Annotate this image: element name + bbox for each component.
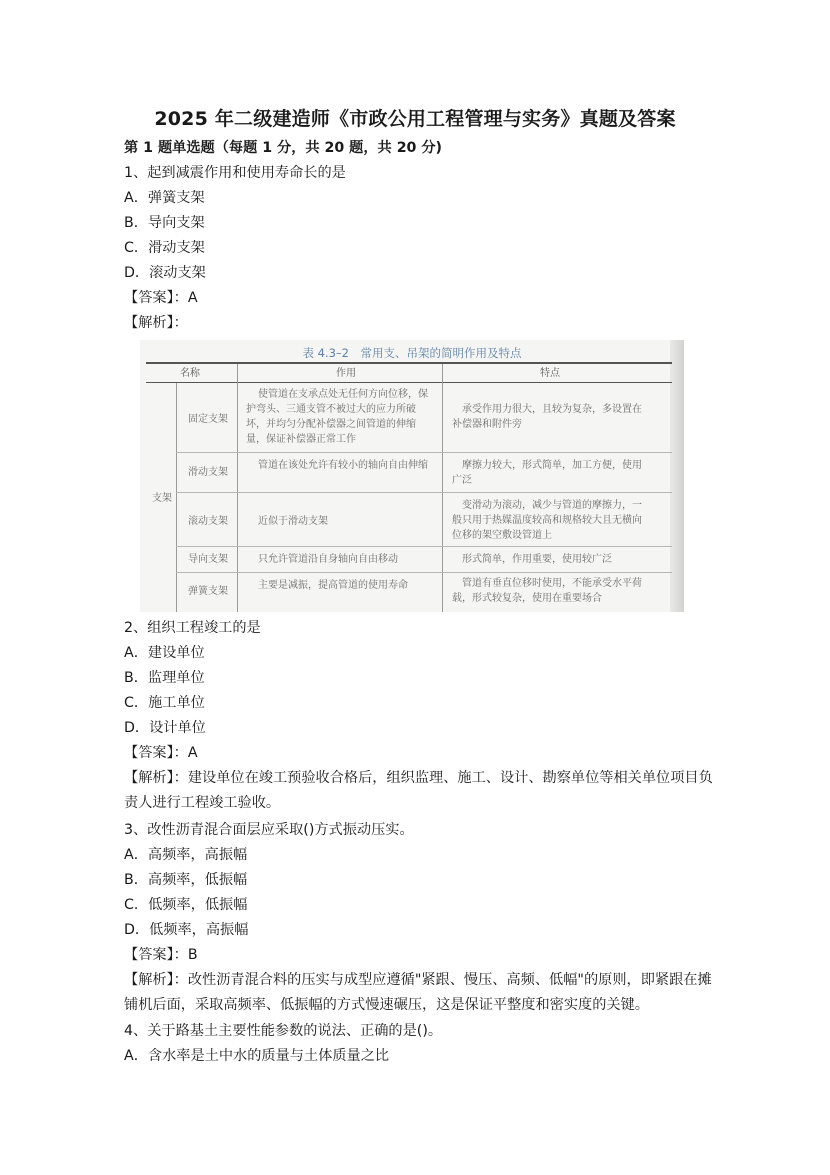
row-effect-line: 量，保证补偿器正常工作	[246, 434, 356, 445]
row-effect-line: 护弯头、三通支管不被过大的应力所破	[246, 404, 416, 415]
q2-option-a: A．建设单位	[124, 645, 205, 661]
header-name: 名称	[180, 368, 200, 379]
row-feature-line: 般只用于热媒温度较高和规格较大且无横向	[452, 515, 642, 526]
q3-analysis: 【解析】：改性沥青混合料的压实与成型应遵循"紧跟、慢压、高频、低幅"的原则，即紧跟在摊铺机后面，采取高频率、低振幅的方式慢速碾压，这是保证平整度和密实度的关键。	[124, 972, 712, 1013]
row-effect-line: 只允许管道沿自身轴向自由移动	[258, 554, 398, 565]
table-header-rule	[146, 382, 672, 383]
table-row-line	[176, 492, 672, 493]
q3-option-c: C．低频率，低振幅	[124, 897, 248, 913]
row-feature-line: 承受作用力很大，且较为复杂，多设置在	[462, 404, 642, 415]
question-1: 1、起到减震作用和使用寿命长的是	[124, 165, 346, 181]
table-top-rule	[146, 362, 672, 364]
table-row-line	[176, 546, 672, 547]
row-feature-line: 广泛	[452, 475, 472, 486]
row-effect-line: 近似于滑动支架	[258, 516, 328, 527]
row-name: 滑动支架	[188, 467, 228, 478]
q2-option-b: B．监理单位	[124, 670, 205, 686]
header-effect: 作用	[336, 368, 356, 379]
question-3: 3、改性沥青混合面层应采取()方式振动压实。	[124, 822, 414, 838]
row-effect-line: 管道在该处允许有较小的轴向自由伸缩	[258, 460, 428, 471]
section-heading: 第 1 题单选题（每题 1 分，共 20 题，共 20 分)	[124, 140, 443, 156]
row-effect-line: 使管道在支承点处无任何方向位移，保	[258, 389, 428, 400]
question-2: 2、组织工程竣工的是	[124, 620, 261, 636]
row-feature-line: 载，形式较复杂，使用在重要场合	[452, 593, 602, 604]
q2-option-c: C．施工单位	[124, 695, 205, 711]
row-feature-line: 形式简单，作用重要，使用较广泛	[462, 554, 612, 565]
q1-option-d: D．滚动支架	[124, 265, 206, 281]
group-label: 支架	[152, 493, 172, 504]
row-name: 固定支架	[188, 414, 228, 425]
q3-option-d: D．低频率，高振幅	[124, 922, 249, 938]
question-4: 4、关于路基土主要性能参数的说法、正确的是()。	[124, 1023, 443, 1039]
row-effect-line: 坏，并均匀分配补偿器之间管道的伸缩	[246, 419, 416, 430]
q1-option-b: B．导向支架	[124, 215, 205, 231]
q3-answer: 【答案】：B	[124, 947, 198, 963]
table-row-line	[176, 572, 672, 573]
q3-option-b: B．高频率，低振幅	[124, 872, 248, 888]
row-effect-line: 主要是减振，提高管道的使用寿命	[258, 580, 408, 591]
q1-answer: 【答案】：A	[124, 290, 198, 306]
table-caption: 表 4.3–2 常用支、吊架的简明作用及特点	[302, 346, 522, 360]
row-feature-line: 摩擦力较大，形式简单，加工方便，使用	[462, 460, 642, 471]
q2-analysis: 【解析】：建设单位在竣工预验收合格后，组织监理、施工、设计、勘察单位等相关单位项目负责人进行工程竣工验收。	[124, 770, 713, 811]
q3-option-a: A．高频率，高振幅	[124, 847, 248, 863]
row-feature-line: 变滑动为滚动，减少与管道的摩擦力，一	[462, 500, 642, 511]
q1-option-a: A．弹簧支架	[124, 190, 205, 206]
q1-option-c: C．滑动支架	[124, 240, 205, 256]
row-name: 导向支架	[188, 554, 228, 565]
row-feature-line: 管道有垂直位移时使用，不能承受水平荷	[462, 578, 642, 589]
table-vline	[176, 383, 177, 612]
document-title: 2025 年二级建造师《市政公用工程管理与实务》真题及答案	[154, 108, 676, 130]
table-row-line	[176, 452, 672, 453]
q2-answer: 【答案】：A	[124, 745, 198, 761]
row-feature-line: 位移的架空敷设管道上	[452, 530, 552, 541]
row-name: 滚动支架	[188, 516, 228, 527]
row-name: 弹簧支架	[188, 586, 228, 597]
header-feature: 特点	[540, 368, 560, 379]
q2-option-d: D．设计单位	[124, 720, 206, 736]
q4-option-a: A．含水率是土中水的质量与土体质量之比	[124, 1048, 390, 1064]
q1-analysis: 【解析】：	[124, 315, 188, 331]
scan-edge-shadow	[670, 340, 684, 612]
table-vline	[237, 364, 238, 612]
row-feature-line: 补偿器和附件旁	[452, 419, 522, 430]
support-table-image	[140, 340, 684, 612]
table-vline	[442, 364, 443, 612]
